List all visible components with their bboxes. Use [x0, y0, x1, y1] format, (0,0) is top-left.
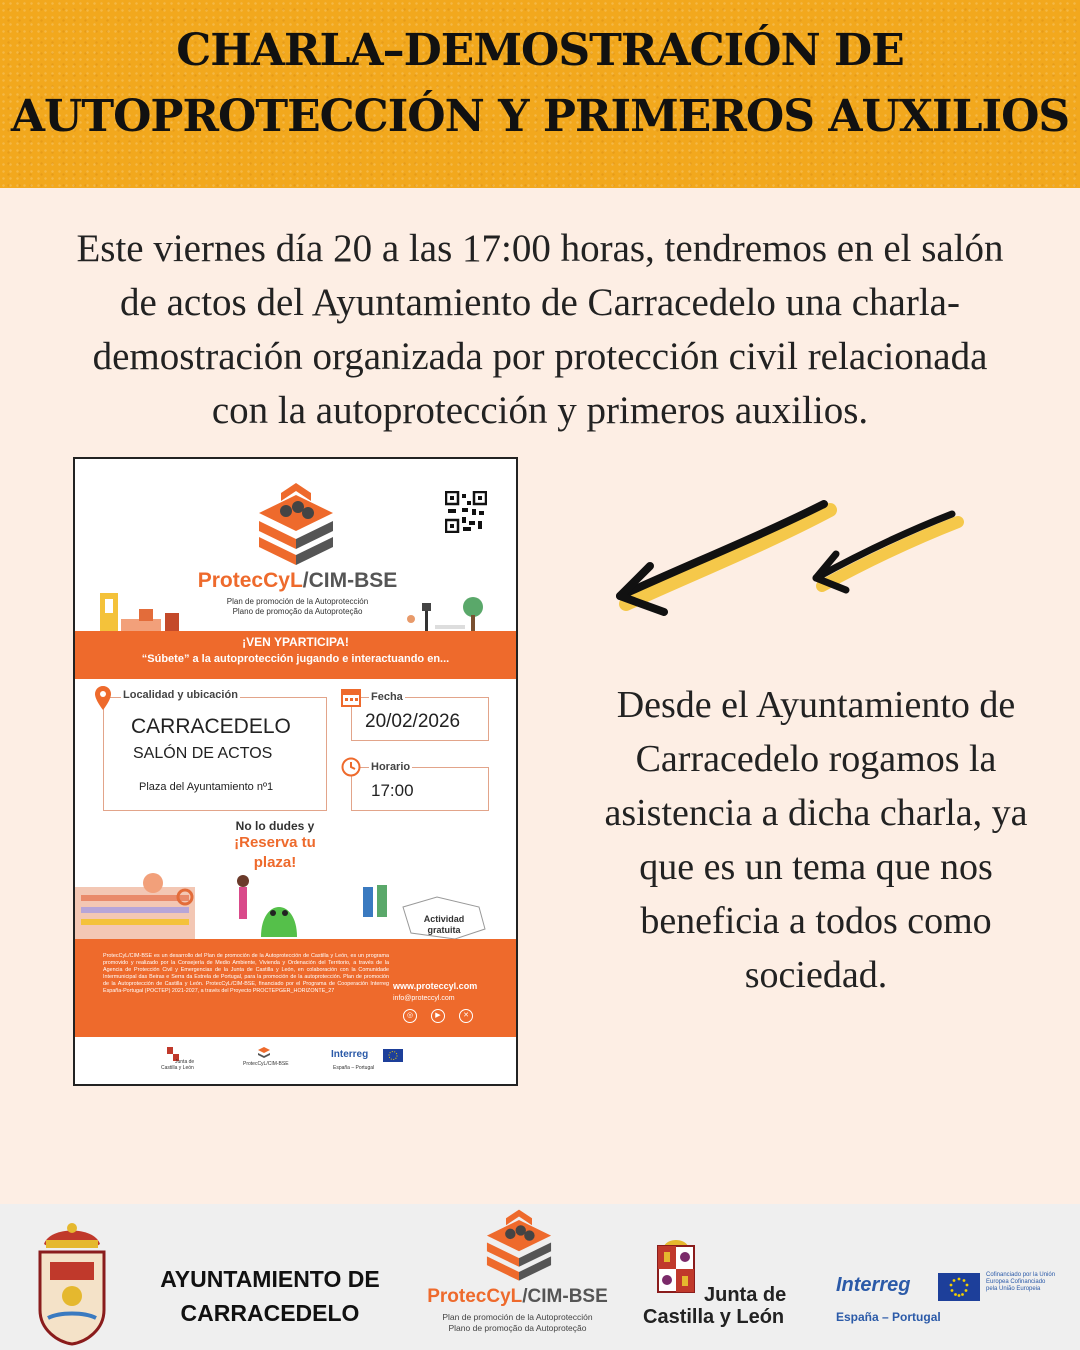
instagram-icon[interactable]: ◎	[403, 1009, 417, 1023]
arrows-pointing-left-icon	[606, 500, 976, 640]
ayto-line-2: CARRACEDELO	[180, 1300, 360, 1326]
qr-code-icon	[445, 491, 487, 533]
footer-proteccyl-logo-icon	[480, 1206, 558, 1286]
eu-flag-icon	[938, 1273, 980, 1301]
location-place: SALÓN DE ACTOS	[133, 745, 273, 762]
actividad-line-2: gratuita	[427, 925, 461, 935]
band-subtitle: “Súbete” a la autoprotección jugando e interactuando en...	[141, 653, 450, 665]
title-line-2: AUTOPROTECCIÓN Y PRIMEROS AUXILIOS	[10, 91, 1070, 142]
poster-pc-name: ProtecCyL/CIM-BSE	[243, 1061, 289, 1067]
poster-proteccyl-mini-icon	[257, 1045, 271, 1059]
time-value: 17:00	[371, 781, 414, 800]
footer-pc-subtitle-pt: Plano de promoção da Autoproteção	[448, 1323, 587, 1333]
footer-brand-part-1: ProtecCyL	[427, 1286, 523, 1307]
eu-cofinanciado-text: Cofinanciado por la Unión Europea Cofinanciado pela União Europeia	[986, 1272, 1056, 1292]
poster-junta-2: Castilla y León	[161, 1065, 194, 1071]
actividad-gratuita	[409, 914, 479, 936]
footer-proteccyl-brand	[405, 1286, 630, 1308]
junta-line-2: Castilla y León	[643, 1306, 785, 1328]
reserva-line-2: plaza!	[253, 854, 297, 871]
invitation-text: Desde el Ayuntamiento de Carracedelo rogamos la asistencia a dicha charla, ya que es un tema que nos beneficia a todos como sociedad.	[604, 684, 1028, 996]
date-label: Fecha	[371, 691, 403, 703]
location-pin-icon	[95, 686, 111, 710]
proteccyl-logo-icon	[251, 479, 341, 571]
youtube-icon[interactable]: ▶	[431, 1009, 445, 1023]
poster-subtitle-es: Plan de promoción de la Autoprotección	[226, 597, 369, 606]
band-title: ¡VEN YPARTICIPA!	[242, 635, 349, 649]
poster-esp-por: España – Portugal	[333, 1065, 375, 1071]
date-value: 20/02/2026	[365, 711, 461, 732]
page-title	[0, 18, 1080, 150]
ayto-line-1: AYUNTAMIENTO DE	[160, 1266, 380, 1292]
brand-part-2: /CIM-BSE	[302, 569, 398, 592]
fine-print: ProtecCyL/CIM-BSE es un desarrollo del Plan de promoción de la Autoprotección de Castilla y León, es un programa promovido y realizado por la Consejería de Medio Ambiente, Vivienda y Ordenación del Territorio, a través de la Agencia de Protección Civil y Emergencias de la Junta de Castilla y León, en colaboración con la Comunidade Intermunicipal das Beiras e Serra da Estrela de Portugal, para la promoción de la autoprotección. Plan de promoción de la Autoprotección de Castilla y León. ProtecCyL/CIM-BSE, financiado por el Programa de Cooperación Interreg España-Portugal (POCTEP) 2021-2027, a través del Proyecto PROCTEPGER_HORIZONTE_27	[103, 953, 389, 994]
email-link[interactable]: info@proteccyl.com	[393, 995, 455, 1002]
poster-footer-logos	[75, 1037, 516, 1086]
clock-icon	[341, 757, 361, 777]
ayuntamiento-name	[120, 1262, 420, 1330]
title-line-1: CHARLA–DEMOSTRACIÓN DE	[176, 25, 904, 76]
website-link[interactable]: www.proteccyl.com	[393, 981, 478, 991]
junta-castilla-leon-crest-icon	[654, 1238, 698, 1296]
calendar-icon	[341, 687, 361, 707]
actividad-line-1: Actividad	[423, 914, 465, 924]
time-label: Horario	[371, 761, 411, 773]
footer-brand-part-2: /CIM-BSE	[522, 1286, 608, 1307]
reserva-line-1: ¡Reserva tu	[234, 834, 316, 851]
espana-portugal-text: España – Portugal	[836, 1310, 941, 1324]
event-poster	[73, 457, 518, 1086]
footer-pc-subtitle-es: Plan de promoción de la Autoprotección	[442, 1312, 593, 1322]
x-icon[interactable]: ✕	[459, 1009, 473, 1023]
location-town: CARRACEDELO	[131, 715, 291, 738]
location-label: Localidad y ubicación	[123, 689, 238, 701]
poster-eu-flag-icon	[383, 1049, 403, 1062]
carracedelo-crest-icon	[36, 1218, 108, 1346]
intro-text: Este viernes día 20 a las 17:00 horas, tendremos en el salón de actos del Ayuntamiento de Carracedelo una charla-demostración organizada por protección civil relacionada con la autoprotección y primeros auxilios.	[76, 227, 1004, 432]
location-address: Plaza del Ayuntamiento nº1	[139, 781, 274, 793]
no-lo-dudes-text: No lo dudes y	[235, 819, 315, 833]
interreg-wordmark: Interreg	[836, 1274, 911, 1296]
poster-junta-1: Junta de	[175, 1059, 195, 1065]
poster-interreg: Interreg	[331, 1049, 369, 1060]
poster-subtitle-pt: Plano de promoção da Autoproteção	[232, 607, 363, 616]
junta-line-1: Junta de	[704, 1284, 787, 1306]
brand-part-1: ProtecCyL	[197, 569, 303, 592]
